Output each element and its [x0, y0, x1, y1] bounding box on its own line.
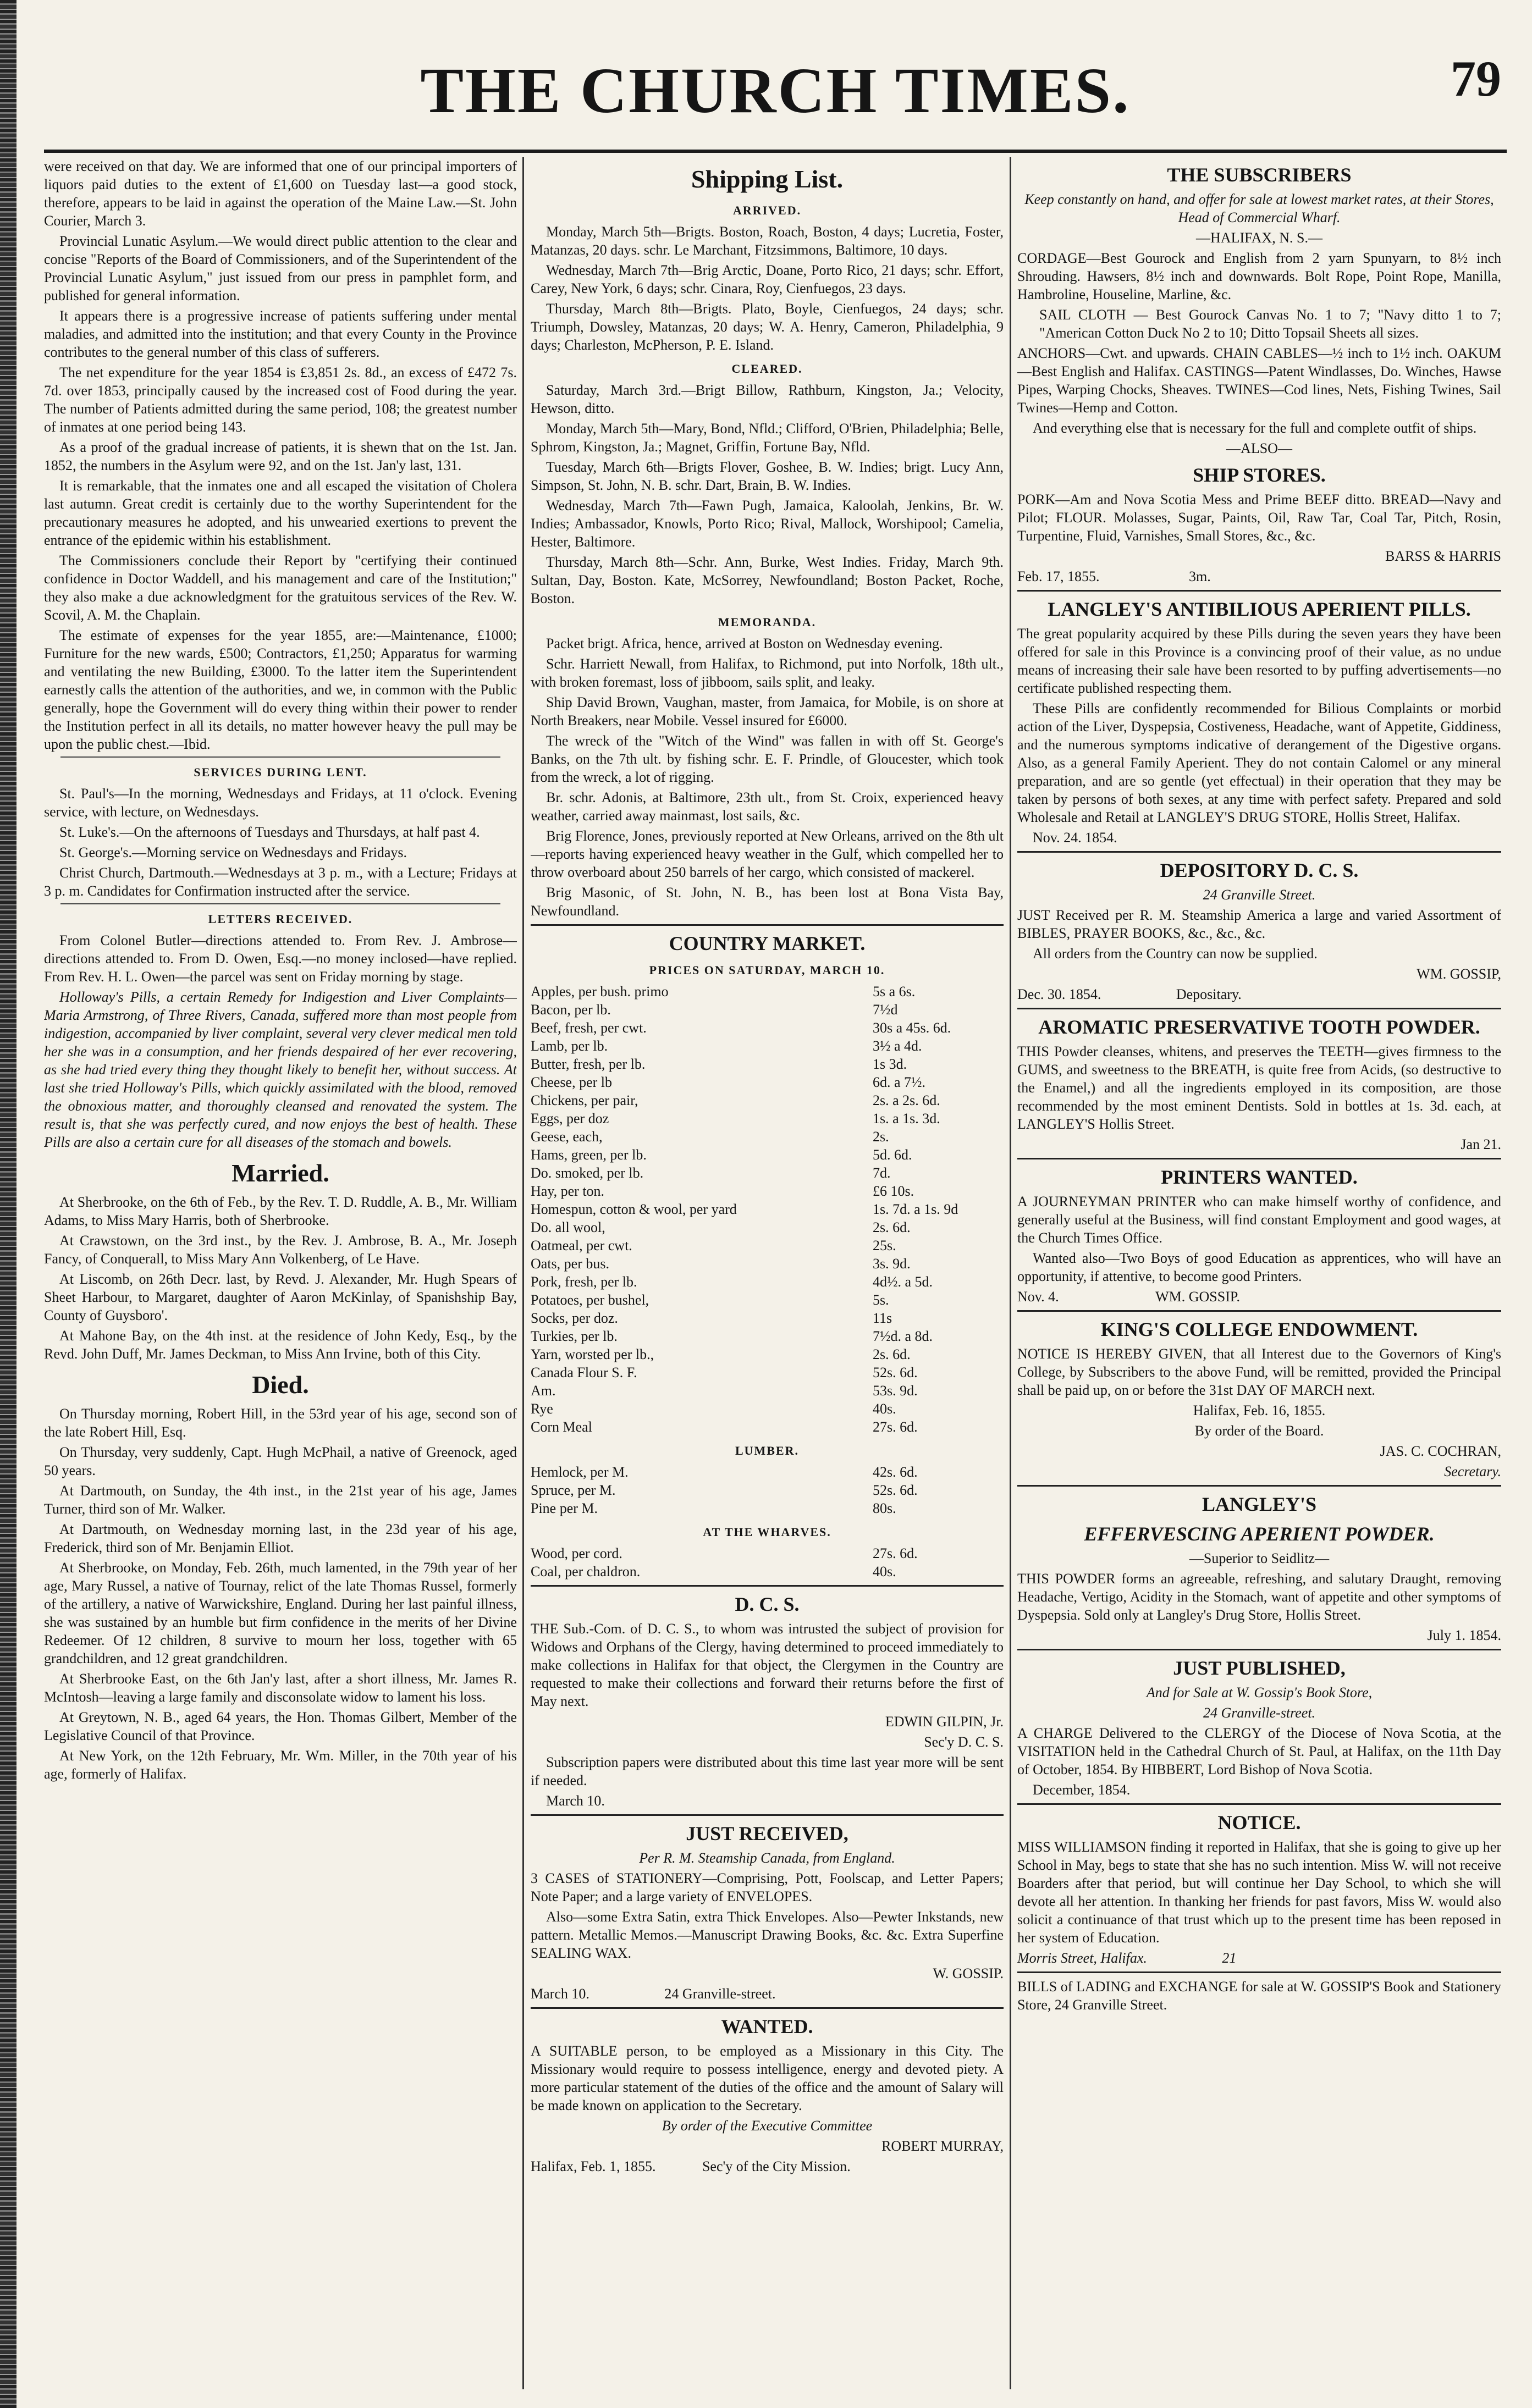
market-price: 1s 3d.	[873, 1056, 907, 1072]
market-row	[531, 1309, 1004, 1327]
advert-paragraph: These Pills are confidently recommended for Bilious Complaints or morbid action of the Liver, Dyspepsia, Costiveness, Headache, want of Appetite, Giddiness, and the numerous symptoms indicative of derangement of the Digestive organs. Also, as a general Family Aperient. They do not contain Calomel or any mineral preparation, and are so gentle (yet effectual) in their operation that they may be taken by persons of both sexes, at any time with perfect safety. Prepared and sold Wholesale and Retail at LANGLEY'S DRUG STORE, Hollis Street, Halifax.	[1017, 700, 1501, 825]
market-row	[531, 1055, 1004, 1073]
advert-paragraph: BILLS of LADING and EXCHANGE for sale at W. GOSSIP'S Book and Stationery Store, 24 Granville Street.	[1017, 1979, 1501, 2013]
date-line	[1017, 985, 1501, 1003]
shipping-entry: Saturday, March 3rd.—Brigt Billow, Rathburn, Kingston, Ja.; Velocity, Hewson, ditto.	[531, 382, 1004, 416]
service-entry: St. George's.—Morning service on Wednesdays and Fridays.	[59, 844, 407, 860]
market-item: Hay, per ton.	[531, 1183, 605, 1199]
date: Nov. 4.	[1017, 1289, 1059, 1305]
market-item: Am.	[531, 1383, 556, 1399]
memo-entry: Schr. Harriett Newall, from Halifax, to Richmond, put into Norfolk, 18th ult., with broken foremast, loss of jibboom, sails split, and leaky.	[531, 656, 1004, 690]
subheading: Keep constantly on hand, and offer for sale at lowest market rates, at their Stores, Head of Commercial Wharf.	[1024, 191, 1494, 225]
lumber-table	[531, 1463, 1004, 1517]
market-row	[531, 1255, 1004, 1273]
market-price: 7½d. a 8d.	[873, 1328, 933, 1344]
market-row	[531, 1544, 1004, 1562]
market-item: Cheese, per lb	[531, 1074, 613, 1090]
signature-role: Secretary.	[1444, 1463, 1501, 1479]
market-item: Eggs, per doz	[531, 1111, 609, 1126]
article-paragraph: It appears there is a progressive increase of patients suffering under mental maladies, and admitted into the institution; and that every County in the Province contributes to the general number of this class of sufferers.	[44, 308, 517, 360]
market-row	[531, 1218, 1004, 1236]
market-row	[531, 1236, 1004, 1255]
market-row	[531, 1019, 1004, 1037]
notice-entry: At Greytown, N. B., aged 64 years, the Hon. Thomas Gilbert, Member of the Legislative Council of that Province.	[44, 1709, 517, 1743]
section-heading: COUNTRY MARKET.	[669, 932, 866, 954]
section-heading: JUST PUBLISHED,	[1173, 1657, 1346, 1679]
market-row	[531, 1418, 1004, 1436]
column-1	[44, 157, 517, 2389]
notice-entry: At Dartmouth, on Wednesday morning last, in the 23d year of his age, Frederick, third son of Mr. Benjamin Elliot.	[44, 1521, 517, 1555]
market-price: 27s. 6d.	[873, 1545, 918, 1561]
market-row	[531, 1400, 1004, 1418]
market-price: 27s. 6d.	[873, 1419, 918, 1435]
signature: WM. GOSSIP.	[1155, 1289, 1240, 1305]
market-item: Pine per M.	[531, 1500, 598, 1516]
market-row	[531, 982, 1004, 1001]
article-paragraph: The net expenditure for the year 1854 is £3,851 2s. 8d., an excess of £472 7s. 7d. over 1853, principally caused by the increased cost of Food during the year. The number of Patients admitted during the same period, 108; the greatest number of inmates at one period being 143.	[44, 364, 517, 435]
market-item: Butter, fresh, per lb.	[531, 1056, 646, 1072]
market-price: 52s. 6d.	[873, 1482, 918, 1498]
market-price: 25s.	[873, 1238, 896, 1253]
column-divider	[1010, 157, 1011, 2389]
article-paragraph: The Commissioners conclude their Report by "certifying their continued confidence in Doctor Waddell, and his management and care of the Institution;" they also make a due acknowledgment for the gratuitous services of the Rev. W. Scovil, A. M. the Chaplain.	[44, 553, 517, 623]
market-item: Lamb, per lb.	[531, 1038, 608, 1054]
binding-edge	[0, 0, 16, 2408]
article-paragraph: As a proof of the gradual increase of patients, it is shewn that on the 1st. Jan. 1852, the numbers in the Asylum were 92, and on the 1st. Jan'y last, 131.	[44, 439, 517, 473]
market-item: Hemlock, per M.	[531, 1464, 629, 1480]
market-item: Oats, per bus.	[531, 1256, 609, 1272]
section-heading: AROMATIC PRESERVATIVE TOOTH POWDER.	[1038, 1016, 1480, 1038]
section-heading: LETTERS RECEIVED.	[208, 912, 353, 926]
advert-paragraph: CORDAGE—Best Gourock and English from 2 yarn Spunyarn, to 8½ inch Shrouding. Hawsers, 8½ inch and downwards. Bolt Rope, Point Rope, Manilla, Hambroline, Houseline, Marline, &c.	[1017, 250, 1501, 302]
signature: WM. GOSSIP,	[1417, 966, 1501, 982]
market-price: 2s. a 2s. 6d.	[873, 1092, 940, 1108]
section-rule	[1017, 1803, 1501, 1805]
market-price: £6 10s.	[873, 1183, 914, 1199]
market-row	[531, 1109, 1004, 1128]
market-row	[531, 1327, 1004, 1345]
page-number: 79	[1451, 51, 1501, 107]
section-heading: D. C. S.	[735, 1593, 800, 1615]
shipping-entry: Wednesday, March 7th—Fawn Pugh, Jamaica, Kaloolah, Jenkins, Br. W. Indies; Ambassador, Knowls, Porto Rico; Rival, Mallock, Worshipool; Camelia, Hester, Baltimore.	[531, 498, 1004, 550]
shipping-entry: Monday, March 5th—Mary, Bond, Nfld.; Clifford, O'Brien, Philadelphia; Belle, Sphrom, Kingston, Ja.; Magnet, Griffin, Fortune Bay, Nfld.	[531, 421, 1004, 455]
notice-entry: On Thursday, very suddenly, Capt. Hugh McPhail, a native of Greenock, aged 50 years.	[44, 1444, 517, 1478]
market-table	[531, 982, 1004, 1436]
market-item: Do. smoked, per lb.	[531, 1165, 644, 1181]
masthead	[33, 22, 1518, 159]
market-row	[531, 1291, 1004, 1309]
masthead-rule	[44, 150, 1507, 153]
market-item: Rye	[531, 1401, 553, 1417]
section-rule	[60, 756, 500, 758]
market-row	[531, 1273, 1004, 1291]
signature: W. GOSSIP.	[933, 1965, 1004, 1981]
section-heading: PRINTERS WANTED.	[1161, 1166, 1358, 1188]
market-row	[531, 1037, 1004, 1055]
memo-entry: Brig Florence, Jones, previously reported at New Orleans, arrived on the 8th ult—reports having experienced heavy weather in the Gulf, which compelled her to throw overboard about 250 barrels of her cargo, which consisted of mackerel.	[531, 828, 1004, 880]
section-heading: KING'S COLLEGE ENDOWMENT.	[1100, 1318, 1418, 1340]
subheading: And for Sale at W. Gossip's Book Store,	[1146, 1685, 1373, 1700]
market-row	[531, 1146, 1004, 1164]
signature-role: Depositary.	[1176, 986, 1242, 1002]
section-heading: Died.	[252, 1371, 309, 1399]
market-price: 53s. 9d.	[873, 1383, 918, 1399]
memo-entry: Br. schr. Adonis, at Baltimore, 23th ult., from St. Croix, experienced heavy weather, carried away mainmast, lost sails, &c.	[531, 789, 1004, 824]
market-price: 52s. 6d.	[873, 1365, 918, 1380]
section-rule	[1017, 1649, 1501, 1650]
address: Morris Street, Halifax.	[1017, 1950, 1147, 1966]
article-paragraph: Provincial Lunatic Asylum.—We would direct public attention to the clear and concise "Reports of the Board of Commissioners, and of the Superintendent of the Provincial Lunatic Asylum," just issued from our press in pamphlet form, and published for general information.	[44, 233, 517, 303]
market-item: Geese, each,	[531, 1129, 603, 1145]
signature: JAS. C. COCHRAN,	[1380, 1443, 1501, 1459]
market-row	[531, 1073, 1004, 1091]
subheading: 24 Granville Street.	[1203, 887, 1316, 903]
signature: ROBERT MURRAY,	[881, 2138, 1004, 2154]
signature: BARSS & HARRIS	[1385, 548, 1501, 564]
memo-entry: Ship David Brown, Vaughan, master, from Jamaica, for Mobile, is on shore at North Breakers, near Mobile. Vessel insured for £6000.	[531, 694, 1004, 728]
market-price: 7½d	[873, 1002, 898, 1018]
section-rule	[1017, 1310, 1501, 1312]
service-entry: Christ Church, Dartmouth.—Wednesdays at 3 p. m., with a Lecture; Fridays at 3 p. m. Candidates for Confirmation instructed after the service.	[44, 865, 517, 899]
market-price: 40s.	[873, 1401, 896, 1417]
date-line	[1017, 1288, 1501, 1306]
market-price: 2s. 6d.	[873, 1219, 911, 1235]
market-item: Apples, per bush. primo	[531, 984, 669, 999]
shipping-entry: Thursday, March 8th—Schr. Ann, Burke, West Indies. Friday, March 9th. Sultan, Day, Boston. Kate, McSorrey, Newfoundland; Boston Packet, Roche, Boston.	[531, 554, 1004, 606]
section-heading: DEPOSITORY D. C. S.	[1160, 859, 1359, 881]
market-item: Wood, per cord.	[531, 1545, 622, 1561]
date: March 10.	[531, 1986, 589, 2002]
notice-entry: At Sherbrooke, on the 6th of Feb., by the Rev. T. D. Ruddle, A. B., Mr. William Adams, to Miss Mary Harris, both of Sherbrooke.	[44, 1194, 517, 1228]
date-line: Jan 21.	[1461, 1136, 1501, 1152]
advert-paragraph: NOTICE IS HEREBY GIVEN, that all Interest due to the Governors of King's College, by Subscribers to the above Fund, will be remitted, provided the Principal shall be paid up, on or before the 31st DAY OF MARCH next.	[1017, 1346, 1501, 1398]
market-row	[531, 1345, 1004, 1363]
market-row	[531, 1200, 1004, 1218]
subsection-heading: LUMBER.	[735, 1444, 800, 1457]
section-rule	[531, 2007, 1004, 2009]
advert-paragraph: THIS Powder cleanses, whitens, and preserves the TEETH—gives firmness to the GUMS, and sweetness to the BREATH, is quite free from Acids, (so destructive to the Enamel,) and all the ingredients employed in its composition, are those recommended by the most eminent Dentists. Sold in bottles at 1s. 3d. each, at LANGLEY'S Hollis Street.	[1017, 1043, 1501, 1132]
market-item: Homespun, cotton & wool, per yard	[531, 1201, 737, 1217]
subsection-heading: MEMORANDA.	[718, 615, 817, 629]
section-rule	[1017, 851, 1501, 853]
subheading: —Superior to Seidlitz—	[1189, 1550, 1330, 1566]
section-rule	[60, 903, 500, 904]
market-item: Bacon, per lb.	[531, 1002, 611, 1018]
order-line: By order of the Executive Committee	[662, 2118, 873, 2134]
market-price: 5d. 6d.	[873, 1147, 912, 1163]
market-price: 6d. a 7½.	[873, 1074, 926, 1090]
market-price: 1s. a 1s. 3d.	[873, 1111, 940, 1126]
section-rule	[1017, 590, 1501, 592]
market-price: 7d.	[873, 1165, 891, 1181]
date: Dec. 30. 1854.	[1017, 986, 1101, 1002]
advert-paragraph: A SUITABLE person, to be employed as a Missionary in this City. The Missionary would require to possess intelligence, energy and devoted piety. A more particular statement of the duties of the office and the amount of Salary will be made known on application to the Secretary.	[531, 2043, 1004, 2113]
market-price: 5s.	[873, 1292, 889, 1308]
market-price: 30s a 45s. 6d.	[873, 1020, 951, 1036]
date-line	[531, 1985, 1004, 2003]
notice-entry: On Thursday morning, Robert Hill, in the 53rd year of his age, second son of the late Robert Hill, Esq.	[44, 1406, 517, 1440]
advert-paragraph: MISS WILLIAMSON finding it reported in Halifax, that she is going to give up her School in May, begs to state that she has no such intention. Miss W. will not receive Boarders after that period, but will continue her Day School, to which she will devote all her attention. In thanking her friends for past favors, Miss W. would also solicit a continuance of that trust which up to the present time has been reposed in her system of Education.	[1017, 1839, 1501, 1946]
place-line: —HALIFAX, N. S.—	[1196, 230, 1322, 246]
section-rule	[1017, 1485, 1501, 1487]
signature-role: Sec'y D. C. S.	[924, 1734, 1004, 1750]
service-entry: St. Paul's—In the morning, Wednesdays and Fridays, at 11 o'clock. Evening service, with lecture, on Wednesdays.	[44, 786, 517, 820]
advert-paragraph: Also—some Extra Satin, extra Thick Envelopes. Also—Pewter Inkstands, new pattern. Metallic Memos.—Manuscript Drawing Books, &c. &c. Extra Superfine SEALING WAX.	[531, 1909, 1004, 1961]
section-heading: WANTED.	[721, 2015, 813, 2037]
notice-entry: At Liscomb, on 26th Decr. last, by Revd. J. Alexander, Mr. Hugh Spears of Sheet Harbour, to Margaret, daughter of Aaron McKinlay, of Spanishship Bay, County of Guysboro'.	[44, 1271, 517, 1323]
subsection-heading: CLEARED.	[731, 362, 803, 375]
letters-paragraph: From Colonel Butler—directions attended to. From Rev. J. Ambrose—directions attended to. From D. Owen, Esq.—no money inclosed—have replied. From Rev. H. L. Owen—the parcel was sent on Friday morning by stage.	[44, 932, 517, 985]
section-rule	[1017, 1158, 1501, 1159]
market-item: Turkies, per lb.	[531, 1328, 618, 1344]
duration: 3m.	[1189, 568, 1211, 584]
market-item: Do. all wool,	[531, 1219, 605, 1235]
shipping-entry: Wednesday, March 7th—Brig Arctic, Doane, Porto Rico, 21 days; schr. Effort, Carey, New York, 6 days; schr. Cinara, Roy, Cienfuegos, 23 days.	[531, 262, 1004, 296]
market-item: Spruce, per M.	[531, 1482, 616, 1498]
column-3	[1017, 157, 1501, 2389]
section-heading: LANGLEY'S ANTIBILIOUS APERIENT PILLS.	[1048, 598, 1471, 620]
subsection-heading: PRICES ON SATURDAY, MARCH 10.	[649, 963, 885, 977]
market-row	[531, 1463, 1004, 1481]
section-heading: Shipping List.	[691, 165, 844, 193]
market-price: 40s.	[873, 1564, 896, 1579]
notice-entry: At Dartmouth, on Sunday, the 4th inst., in the 21st year of his age, James Turner, third son of Mr. Walker.	[44, 1483, 517, 1517]
section-heading: THE SUBSCRIBERS	[1167, 164, 1352, 186]
market-row	[531, 1091, 1004, 1109]
article-paragraph: The estimate of expenses for the year 1855, are:—Maintenance, £1000; Furniture for the new wards, £500; Contractors, £1,250; Apparatus for warming and ventilating the new Building, £3000. To the latter item the Superintendent earnestly calls the attention of the authorities, and we, in common with the Public generally, hope the Government will do every thing within their power to render the Institution perfect in all its details, no matter however heavy the pull may be upon the public chest.—Ibid.	[44, 627, 517, 752]
memo-entry: The wreck of the "Witch of the Wind" was fallen in with off St. George's Banks, on the 7th ult. by fishing schr. E. F. Prindle, of Gloucester, which took from the wreck, a lot of rigging.	[531, 733, 1004, 785]
market-price: 3s. 9d.	[873, 1256, 911, 1272]
advert-paragraph: Wanted also—Two Boys of good Education as apprentices, who will have an opportunity, if attentive, to become good Printers.	[1017, 1250, 1501, 1284]
market-row	[531, 1164, 1004, 1182]
market-price: 2s.	[873, 1129, 889, 1145]
market-price: 80s.	[873, 1500, 896, 1516]
column-divider	[522, 157, 524, 2389]
signature-role: Sec'y of the City Mission.	[702, 2158, 851, 2174]
market-row	[531, 1001, 1004, 1019]
market-price: 1s. 7d. a 1s. 9d	[873, 1201, 958, 1217]
market-row	[531, 1382, 1004, 1400]
market-item: Hams, green, per lb.	[531, 1147, 647, 1163]
advert-paragraph: PORK—Am and Nova Scotia Mess and Prime BEEF ditto. BREAD—Navy and Pilot; FLOUR. Molasses, Sugar, Paints, Oil, Raw Tar, Coal Tar, Pitch, Rosin, Turpentine, Fluid, Varnishes, Small Stores, &c., &c.	[1017, 491, 1501, 544]
issue-number: 21	[1222, 1950, 1237, 1966]
memo-entry: Brig Masonic, of St. John, N. B., has been lost at Bona Vista Bay, Newfoundland.	[531, 885, 1004, 919]
market-item: Pork, fresh, per lb.	[531, 1274, 637, 1290]
section-heading: Married.	[232, 1159, 329, 1187]
subheading: Per R. M. Steamship Canada, from England.	[639, 1850, 895, 1866]
section-rule	[1017, 1008, 1501, 1009]
date: Feb. 17, 1855.	[1017, 568, 1100, 584]
shipping-entry: Monday, March 5th—Brigts. Boston, Roach, Boston, 4 days; Lucretia, Foster, Matanzas, 20 days. schr. Le Marchant, Fitzsimmons, Baltimore, 10 days.	[531, 224, 1004, 258]
notice-entry: At New York, on the 12th February, Mr. Wm. Miller, in the 70th year of his age, formerly of Halifax.	[44, 1748, 517, 1782]
article-paragraph: It is remarkable, that the inmates one and all escaped the visitation of Cholera last autumn. Great credit is certainly due to the worthy Superintendent for the precautionary measures he adopted, and his unwearied exertions to prevent the entrance of the epidemic within his establishment.	[44, 478, 517, 548]
shipping-entry: Thursday, March 8th—Brigts. Plato, Boyle, Cienfuegos, 24 days; schr. Triumph, Dowsley, Matanzas, 20 days; W. A. Henry, Cameron, Philadelphia, 9 days; Charleston, McPherson, P. E. Island.	[531, 301, 1004, 353]
service-entry: St. Luke's.—On the afternoons of Tuesdays and Thursdays, at half past 4.	[59, 824, 480, 840]
advert-paragraph: And everything else that is necessary for the full and complete outfit of ships.	[1033, 420, 1477, 436]
section-heading: LANGLEY'S	[1202, 1493, 1317, 1515]
advert-paragraph: SAIL CLOTH — Best Gourock Canvas No. 1 to 7; "Navy ditto 1 to 7; "American Cotton Duck No 2 to 10; Ditto Topsail Sheets all sizes.	[1039, 307, 1501, 341]
market-row	[531, 1499, 1004, 1517]
date: Halifax, Feb. 1, 1855.	[531, 2158, 656, 2174]
notice-entry: At Crawstown, on the 3rd inst., by the Rev. J. Ambrose, B. A., Mr. Joseph Fancy, of Conquerall, to Miss Mary Ann Volkenberg, of Le Have.	[44, 1233, 517, 1267]
date-line: July 1. 1854.	[1427, 1627, 1501, 1643]
date-line: March 10.	[546, 1793, 605, 1809]
subsection-heading: ARRIVED.	[732, 203, 802, 217]
newspaper-title: THE CHURCH TIMES.	[420, 54, 1131, 126]
dcs-paragraph: THE Sub.-Com. of D. C. S., to whom was intrusted the subject of provision for Widows and Orphans of the Clergy, having determined to proceed immediately to make collections in Halifax for that object, the Clergymen in the Country are requested to make their collections and forward their returns before the first of May next.	[531, 1621, 1004, 1709]
column-2	[531, 157, 1004, 2389]
date-line: Nov. 24. 1854.	[1033, 830, 1117, 846]
market-row	[531, 1562, 1004, 1581]
section-rule	[1017, 1971, 1501, 1973]
advert-paragraph: A JOURNEYMAN PRINTER who can make himself worthy of confidence, and generally useful at the Business, will find constant Employment and good wages, at the Church Times Office.	[1017, 1194, 1501, 1246]
advert-paragraph: 3 CASES of STATIONERY—Comprising, Pott, Foolscap, and Letter Papers; Note Paper; and a large variety of ENVELOPES.	[531, 1870, 1004, 1904]
section-heading: EFFERVESCING APERIENT POWDER.	[1084, 1523, 1435, 1545]
market-item: Potatoes, per bushel,	[531, 1292, 649, 1308]
date-line: Halifax, Feb. 16, 1855.	[1193, 1402, 1326, 1418]
date-line	[1017, 567, 1501, 586]
date-line	[531, 2157, 1004, 2175]
shipping-entry: Tuesday, March 6th—Brigts Flover, Goshee, B. W. Indies; brigt. Lucy Ann, Simpson, St. John, N. B. schr. Dart, Brain, B. W. Indies.	[531, 459, 1004, 493]
market-row	[531, 1481, 1004, 1499]
subsection-heading: AT THE WHARVES.	[703, 1525, 831, 1539]
market-item: Yarn, worsted per lb.,	[531, 1346, 654, 1362]
market-price: 2s. 6d.	[873, 1346, 911, 1362]
wharves-table	[531, 1544, 1004, 1581]
market-item: Coal, per chaldron.	[531, 1564, 641, 1579]
market-price: 4d½. a 5d.	[873, 1274, 933, 1290]
dcs-note: Subscription papers were distributed about this time last year more will be sent if needed.	[531, 1754, 1004, 1788]
section-heading: JUST RECEIVED,	[686, 1822, 848, 1844]
subheading: 24 Granville-street.	[1203, 1705, 1316, 1721]
market-price: 42s. 6d.	[873, 1464, 918, 1480]
memo-entry: Packet brigt. Africa, hence, arrived at Boston on Wednesday evening.	[546, 636, 943, 651]
address: 24 Granville-street.	[664, 1986, 776, 2002]
market-row	[531, 1182, 1004, 1200]
market-item: Chickens, per pair,	[531, 1092, 638, 1108]
advert-paragraph: The great popularity acquired by these Pills during the seven years they have been offered for sale in this Province is a convincing proof of their value, as no undue means of increasing their sale have been resorted to by puffing advertisements—no certificate published respecting them.	[1017, 626, 1501, 696]
market-item: Canada Flour S. F.	[531, 1365, 637, 1380]
advert-paragraph: ANCHORS—Cwt. and upwards. CHAIN CABLES—½ inch to 1½ inch. OAKUM—Best English and Halifax. CASTINGS—Patent Windlasses, Do. Winches, Hawse Pipes, Warping Chocks, Sheaves. TWINES—Cod lines, Nets, Fishing Twines, Sail Twines—Hemp and Cotton.	[1017, 345, 1501, 416]
market-row	[531, 1363, 1004, 1382]
market-item: Oatmeal, per cwt.	[531, 1238, 632, 1253]
advert-paragraph: All orders from the Country can now be supplied.	[1033, 946, 1318, 962]
market-price: 11s	[873, 1310, 892, 1326]
notice-entry: At Sherbrooke, on Monday, Feb. 26th, much lamented, in the 79th year of her age, Mary Russel, a native of Tournay, relict of the late Thomas Russel, formerly of the artillery, a native of Warwickshire, England. During her last painful illness, she was sustained by an humble but firm confidence in the merits of her Divine Redeemer. Of 12 children, 8 survive to mourn her loss, together with 65 grandchildren, and 12 great grandchildren.	[44, 1560, 517, 1666]
date-line: December, 1854.	[1033, 1782, 1131, 1798]
section-heading: NOTICE.	[1217, 1811, 1301, 1833]
advert-paragraph: THIS POWDER forms an agreeable, refreshing, and salutary Draught, removing Headache, Vertigo, Acidity in the Stomach, want of appetite and other symptoms of Dyspepsia. Sold only at Langley's Drug Store, Hollis Street.	[1017, 1571, 1501, 1623]
market-item: Socks, per doz.	[531, 1310, 618, 1326]
advert-paragraph: Holloway's Pills, a certain Remedy for Indigestion and Liver Complaints—Maria Armstrong, of Three Rivers, Canada, suffered more than most people from indigestion, accompanied by liver complaint, several very clever medical men told her she was in a consumption, and her friends despaired of her ever recovering, as she had tried every thing they thought likely to benefit her, without success. At last she tried Holloway's Pills, which quickly assimilated with the blood, removed the obnoxious matter, and thoroughly cleansed and renovated the system. The result is, that she was perfectly cured, and now enjoys the best of health. These Pills are also a certain cure for all diseases of the stomach and bowels.	[44, 989, 517, 1150]
market-price: 3½ a 4d.	[873, 1038, 922, 1054]
advert-paragraph: A CHARGE Delivered to the CLERGY of the Diocese of Nova Scotia, at the VISITATION held in the Cathedral Church of St. Paul, at Halifax, on the 11th Day of October, 1854. By HIBBERT, Lord Bishop of Nova Scotia.	[1017, 1725, 1501, 1777]
section-heading: SERVICES DURING LENT.	[194, 765, 367, 779]
also-line: —ALSO—	[1226, 440, 1292, 456]
section-heading: SHIP STORES.	[1193, 464, 1326, 486]
notice-entry: At Sherbrooke East, on the 6th Jan'y last, after a short illness, Mr. James R. McIntosh—leaving a large family and disconsolate widow to lament his loss.	[44, 1671, 517, 1705]
section-rule	[531, 1814, 1004, 1816]
signature: EDWIN GILPIN, Jr.	[885, 1714, 1004, 1730]
market-price: 5s a 6s.	[873, 984, 916, 999]
market-item: Corn Meal	[531, 1419, 592, 1435]
article-paragraph: were received on that day. We are informed that one of our principal importers of liquors paid duties to the extent of £1,600 on Tuesday last—a good stock, therefore, appears to be laid in against the operation of the Maine Law.—St. John Courier, March 3.	[44, 158, 517, 229]
address-line	[1017, 1949, 1501, 1967]
advert-paragraph: JUST Received per R. M. Steamship America a large and varied Assortment of BIBLES, PRAYER BOOKS, &c., &c., &c.	[1017, 907, 1501, 941]
market-row	[531, 1128, 1004, 1146]
notice-entry: At Mahone Bay, on the 4th inst. at the residence of John Kedy, Esq., by the Revd. John Duff, Mr. James Deckman, to Miss Ann Irvine, both of this City.	[44, 1328, 517, 1362]
section-rule	[531, 1585, 1004, 1587]
market-item: Beef, fresh, per cwt.	[531, 1020, 647, 1036]
section-rule	[531, 924, 1004, 926]
order-line: By order of the Board.	[1194, 1423, 1324, 1439]
